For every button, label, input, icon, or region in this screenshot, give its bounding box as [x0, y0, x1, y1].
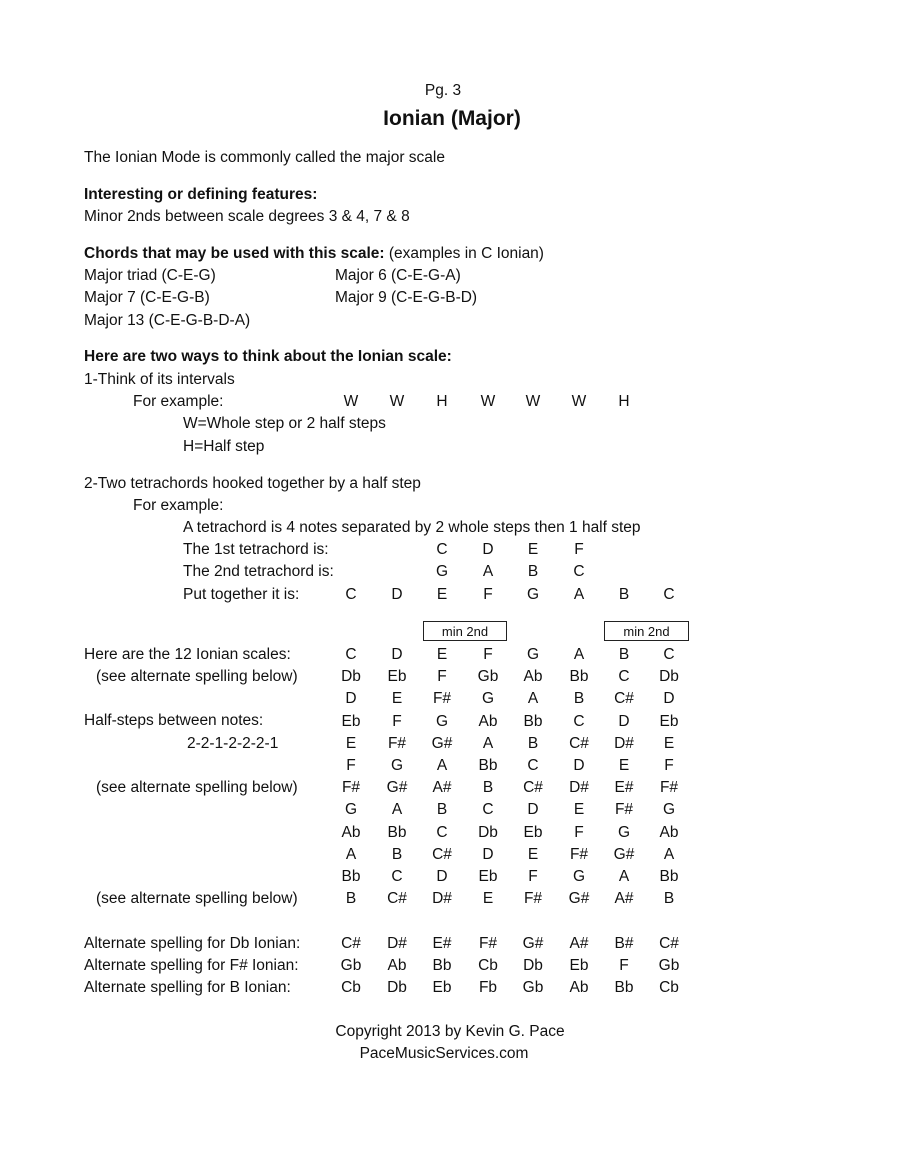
alternate-note: Bb	[614, 979, 634, 996]
together-label: Put together it is:	[183, 586, 300, 603]
scale-note: C#	[387, 890, 407, 908]
features-heading: Interesting or defining features:	[84, 186, 318, 203]
scale-note: E	[573, 801, 585, 819]
scale-note: C#	[569, 734, 589, 752]
tetrachord-definition: A tetrachord is 4 notes separated by 2 whole steps then 1 half step	[183, 519, 641, 536]
tetrachord-note: C	[436, 541, 448, 558]
scale-note: F#	[614, 801, 634, 819]
scale-note: Bb	[341, 868, 361, 885]
tetrachord-note: D	[482, 541, 494, 558]
scale-note: Db	[341, 668, 361, 686]
scale-note: D	[391, 646, 403, 663]
scale-note: F#	[387, 734, 407, 752]
scale-note: C	[573, 712, 585, 730]
chords-heading-line	[84, 244, 544, 264]
scale-note: B	[345, 890, 357, 908]
alternate-note: Eb	[569, 957, 589, 974]
scale-note: G	[526, 586, 540, 603]
interval-step: H	[436, 393, 448, 410]
alternate-note: Eb	[432, 979, 452, 996]
scale-note: C#	[523, 779, 543, 797]
scale-note: A	[345, 845, 357, 863]
tetrachord-note: G	[435, 563, 449, 580]
scale-note: F	[392, 712, 402, 730]
alternate-label-fsharp: Alternate spelling for F# Ionian:	[84, 957, 299, 974]
interval-step: W	[525, 393, 541, 410]
ways-heading: Here are two ways to think about the Ionian scale:	[84, 348, 452, 365]
scale-note: F	[437, 668, 447, 686]
scale-note: Ab	[478, 712, 498, 730]
alternate-note: D#	[387, 935, 407, 952]
scale-note: D	[527, 801, 539, 819]
scale-note: F	[664, 757, 674, 774]
scale-note: C	[436, 823, 448, 841]
intro-text: The Ionian Mode is commonly called the major scale	[84, 149, 445, 166]
scale-note: A	[391, 801, 403, 819]
interval-step: W	[480, 393, 496, 410]
chords-note: (examples in C Ionian)	[384, 245, 544, 262]
scale-note: C	[663, 586, 675, 603]
min-2nd-box: min 2nd	[604, 621, 689, 641]
chord-right-1: Major 6 (C-E-G-A)	[335, 267, 461, 284]
scale-note: C#	[432, 845, 452, 863]
chord-left-1: Major triad (C-E-G)	[84, 267, 216, 284]
half-steps-label: Half-steps between notes:	[84, 712, 264, 729]
features-text: Minor 2nds between scale degrees 3 & 4, 7 & 8	[84, 208, 410, 225]
scale-note: A#	[432, 779, 452, 797]
scale-note: A	[573, 586, 585, 603]
scale-note: C	[345, 586, 357, 603]
scale-note: G	[526, 646, 540, 663]
scale-note: E	[663, 734, 675, 752]
scale-note: F#	[341, 779, 361, 797]
scale-note: Bb	[387, 823, 407, 841]
alternate-note: Bb	[432, 957, 452, 974]
scale-note: D	[573, 757, 585, 774]
scale-note: A	[573, 646, 585, 663]
scale-note: G	[435, 712, 449, 730]
for-example-label-2: For example:	[133, 497, 224, 514]
scale-note: Bb	[523, 712, 543, 730]
chord-left-2: Major 7 (C-E-G-B)	[84, 289, 210, 306]
min-2nd-box: min 2nd	[423, 621, 507, 641]
scale-note: E	[436, 586, 448, 603]
scale-note: F#	[569, 845, 589, 863]
scale-note: B	[527, 734, 539, 752]
chord-left-3: Major 13 (C-E-G-B-D-A)	[84, 312, 251, 329]
scale-note: G#	[386, 779, 408, 797]
scale-note: G#	[568, 890, 590, 908]
scale-note: Eb	[523, 823, 543, 841]
scale-note: D	[482, 845, 494, 863]
scale-note: A	[527, 690, 539, 708]
scale-note: C	[391, 868, 403, 885]
scale-note: C	[663, 646, 675, 663]
scale-note: C	[482, 801, 494, 819]
page-number: Pg. 3	[424, 82, 462, 99]
scale-note: F#	[523, 890, 543, 908]
alternate-label-db: Alternate spelling for Db Ionian:	[84, 935, 301, 952]
scale-note: F#	[659, 779, 679, 797]
interval-step: H	[618, 393, 630, 410]
scale-note: E	[527, 845, 539, 863]
alternate-note: G#	[522, 935, 544, 952]
scale-note: Eb	[478, 868, 498, 885]
scale-note: B	[391, 845, 403, 863]
alternate-note: A#	[569, 935, 589, 952]
scale-note: D	[345, 690, 357, 708]
tetrachord-note: B	[527, 563, 539, 580]
copyright: Copyright 2013 by Kevin G. Pace	[335, 1023, 565, 1040]
scale-note: A	[663, 845, 675, 863]
tetrachord-note: C	[573, 563, 585, 580]
scale-note: D#	[614, 734, 634, 752]
scale-note: B	[573, 690, 585, 708]
alternate-note-db: (see alternate spelling below)	[96, 668, 298, 685]
scale-note: G	[617, 823, 631, 841]
alternate-note: E#	[432, 935, 452, 952]
scale-note: G#	[431, 734, 453, 752]
alternate-note: Cb	[478, 957, 498, 974]
tetrachord-note: A	[482, 563, 494, 580]
scale-note: F	[483, 586, 493, 603]
alternate-note: Ab	[387, 957, 407, 974]
scale-note: Bb	[569, 668, 589, 686]
alternate-note: Db	[387, 979, 407, 996]
alternate-note: Ab	[569, 979, 589, 996]
chord-right-2: Major 9 (C-E-G-B-D)	[335, 289, 478, 306]
scale-note: A#	[614, 890, 634, 908]
scale-note: Bb	[659, 868, 679, 885]
alternate-note: Gb	[658, 957, 680, 974]
scale-note: Db	[478, 823, 498, 841]
scale-note: D#	[432, 890, 452, 908]
scale-note: B	[436, 801, 448, 819]
scale-note: G	[572, 868, 586, 885]
tetrachord-note: F	[574, 541, 584, 558]
scale-note: G	[344, 801, 358, 819]
way2-text: 2-Two tetrachords hooked together by a half step	[84, 475, 421, 492]
scale-note: C	[345, 646, 357, 663]
scale-note: E	[345, 734, 357, 752]
scale-note: F	[574, 823, 584, 841]
scale-note: G#	[613, 845, 635, 863]
interval-step: W	[571, 393, 587, 410]
scales-heading: Here are the 12 Ionian scales:	[84, 646, 291, 663]
way1-text: 1-Think of its intervals	[84, 371, 235, 388]
scale-note: Gb	[477, 668, 499, 686]
alternate-note: Gb	[340, 957, 362, 974]
h-definition: H=Half step	[183, 438, 265, 455]
website: PaceMusicServices.com	[359, 1045, 529, 1062]
w-definition: W=Whole step or 2 half steps	[183, 415, 386, 432]
alternate-note: Fb	[478, 979, 498, 996]
scale-note: E	[618, 757, 630, 774]
scale-note: E	[436, 646, 448, 663]
half-steps-pattern: 2-2-1-2-2-2-1	[187, 735, 279, 752]
scale-note: Eb	[659, 712, 679, 730]
scale-note: G	[481, 690, 495, 708]
chords-heading: Chords that may be used with this scale:	[84, 245, 385, 262]
scale-note: Ab	[523, 668, 543, 686]
scale-note: E#	[614, 779, 634, 797]
scale-note: Db	[659, 668, 679, 686]
scale-note: C	[618, 668, 630, 686]
page-title: Ionian (Major)	[383, 107, 521, 130]
scale-note: Ab	[659, 823, 679, 841]
alternate-note: F#	[478, 935, 498, 952]
alternate-note: F	[619, 957, 629, 974]
scale-note: D	[618, 712, 630, 730]
scale-note: Eb	[387, 668, 407, 686]
scale-note: A	[618, 868, 630, 885]
second-tetrachord-label: The 2nd tetrachord is:	[183, 563, 334, 580]
alternate-note: Cb	[659, 979, 679, 996]
alternate-label-b: Alternate spelling for B Ionian:	[84, 979, 291, 996]
scale-note: F	[483, 646, 493, 663]
scale-note: Ab	[341, 823, 361, 841]
interval-step: W	[389, 393, 405, 410]
scale-note: B	[618, 586, 630, 603]
alternate-note-fsharp: (see alternate spelling below)	[96, 779, 298, 796]
alternate-note: Db	[523, 957, 543, 974]
scale-note: B	[482, 779, 494, 797]
tetrachord-note: E	[527, 541, 539, 558]
scale-note: F	[346, 757, 356, 774]
scale-note: Bb	[478, 757, 498, 774]
scale-note: F#	[432, 690, 452, 708]
interval-step: W	[343, 393, 359, 410]
alternate-note: C#	[341, 935, 361, 952]
first-tetrachord-label: The 1st tetrachord is:	[183, 541, 329, 558]
for-example-label: For example:	[133, 393, 224, 410]
scale-note: C	[527, 757, 539, 774]
scale-note: D	[436, 868, 448, 885]
scale-note: E	[391, 690, 403, 708]
alternate-note: B#	[614, 935, 634, 952]
scale-note: C#	[614, 690, 634, 708]
scale-note: G	[662, 801, 676, 819]
scale-note: F	[528, 868, 538, 885]
alternate-note: C#	[659, 935, 679, 952]
alternate-note: Gb	[522, 979, 544, 996]
scale-note: D	[663, 690, 675, 708]
scale-note: D#	[569, 779, 589, 797]
scale-note: E	[482, 890, 494, 908]
scale-note: A	[436, 757, 448, 774]
scale-note: D	[391, 586, 403, 603]
scale-note: A	[482, 734, 494, 752]
alternate-note-b: (see alternate spelling below)	[96, 890, 298, 907]
scale-note: G	[390, 757, 404, 774]
alternate-note: Cb	[341, 979, 361, 996]
scale-note: Eb	[341, 712, 361, 730]
scale-note: B	[663, 890, 675, 908]
scale-note: B	[618, 646, 630, 663]
